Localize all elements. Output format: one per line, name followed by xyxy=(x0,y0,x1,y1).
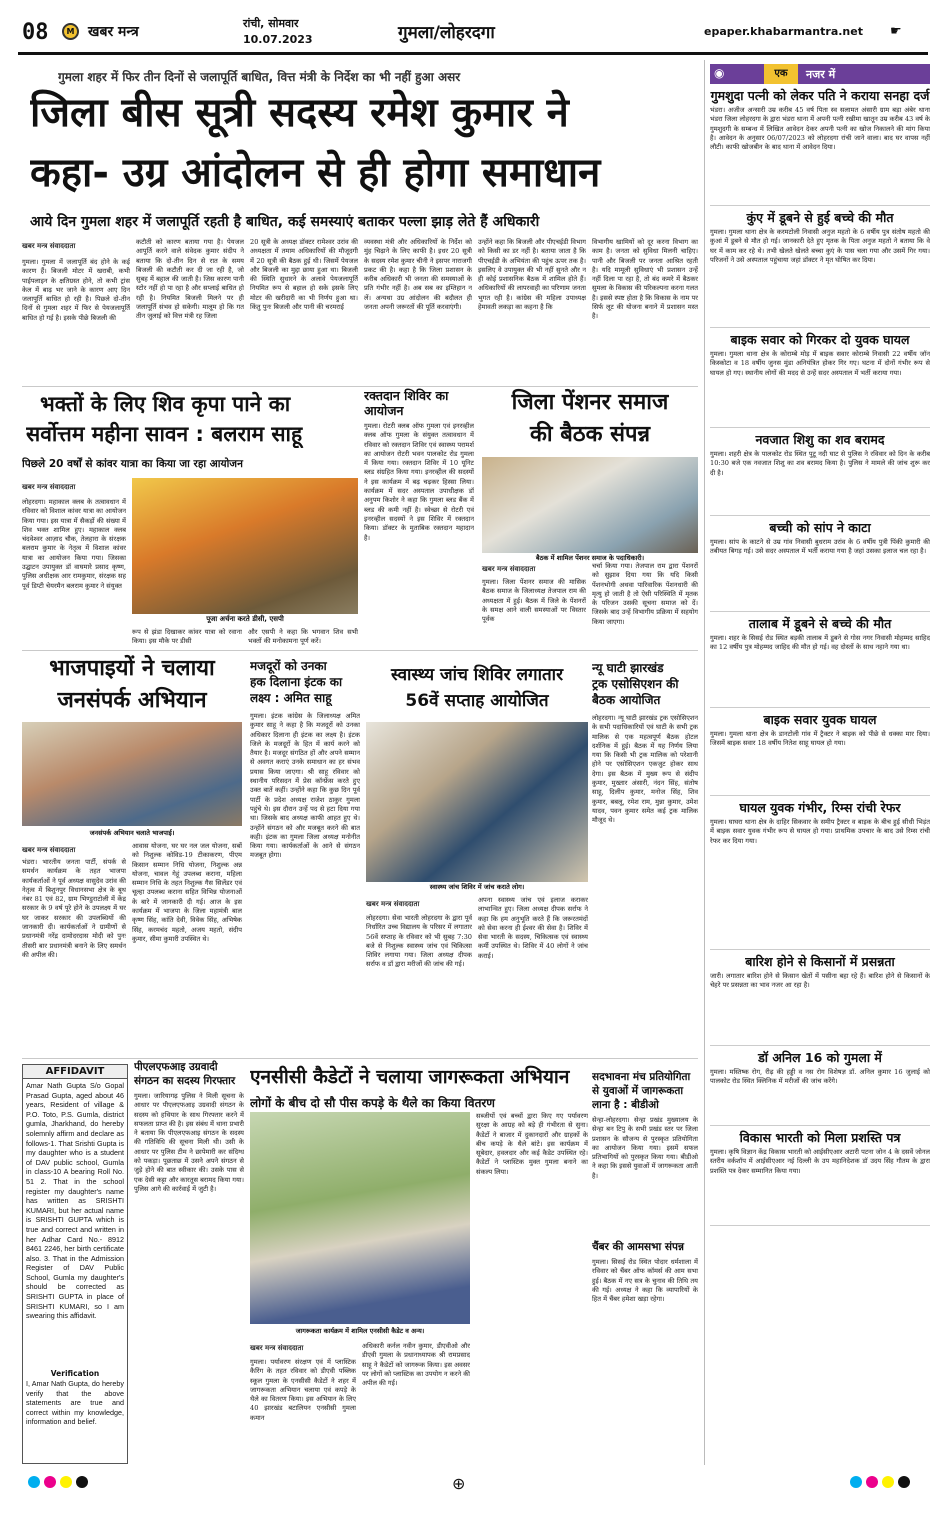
sidebar-brief-body: गुमला। गुमला थाना क्षेत्र के करमटोली निवासी अनुज महतो के 6 वर्षीय पुत्र संतोष महतो की कुआं में डूबने से मौत हो गई। जानकारी देते हुए मृतक के पिता अनुज महतो ने बताया कि वे घर में काम कर रहे थे। तभी खेलते खेलते बच्चा कुएं के पास चला गया और उसमें गिर गया। परिजनों ने उसे अस्पताल पहुंचाया जहां डॉक्टर ने मृत घोषित कर दिया। xyxy=(710,228,930,264)
ncc-col-1: गुमला। पर्यावरण संरक्षण एवं में प्लास्टिक कैरिंग के तहत रविवार को डीएवी पब्लिक स्कूल गुमला के एनसीसी कैडेटों ने शहर में जागरूकता अभियान चलाया एवं कपड़े के थैले का वितरण किया। इस अभियान के लिए 40 झारखंड बटालियन एनसीसी गुमला कमान xyxy=(250,1358,356,1422)
sidebar-brief-title: बच्ची को सांप ने काटा xyxy=(769,520,871,535)
ncc-title: एनसीसी कैडेटों ने चलाया जागरूकता अभियान xyxy=(250,1066,570,1088)
page-number: 08 xyxy=(22,20,49,45)
sidebar-brief-body: जारी। लगातार बारिश होने से किसान खेतों में पसीना बहा रहे हैं। बारिश होने से किसानों के चेहरे पर प्रसन्नता का भाव नजर आ रहा है। xyxy=(710,972,930,990)
sidebar-brief xyxy=(710,1050,930,1126)
reg-dot xyxy=(850,1476,862,1488)
workers-body: गुमला। इंटक कांग्रेस के जिलाध्यक्ष अमित कुमार साहू ने कहा है कि मजदूरों को उनका अधिकार दिलाना ही इंटक का लक्ष्य है। इंटक जिले के मजदूरों के हित में कार्य करने को तैयार है। मजदूर संगठित हों और अपने सम्मान से अवगत कराएं उनके समाधान का हर संभव प्रयास किया जाएगा। श्री साहू रविवार को स्थानीय परिसदन में प्रेस कॉन्फ्रेंस करते हुए उक्त बातें कहीं। उन्होंने कहा कि कुछ दिन पूर्व पार्टी के प्रदेश अध्यक्ष राजेश ठाकुर गुमला पहुंचे थे। इस दौरान उन्हें पद से हटा दिया गया था। जिसके बाद अध्यक्ष काफी आहत हुए थे। उन्होंने संगठन को और मजबूत करने की बात कही। इंटक का गुमला जिला अध्यक्ष मनोनीत किया गया। कार्यकर्ताओं के आने से संगठन मजबूत होगा। xyxy=(250,712,360,860)
health-title-2: 56वें सप्ताह आयोजित xyxy=(405,691,549,711)
sawan-photo-caption: पूजा अर्चना करते डीसी, एसपी xyxy=(132,615,358,624)
sawan-title-1: भक्तों के लिए शिव कृपा पाने का xyxy=(40,392,291,416)
lead-col-4: व्यवस्था मंत्री और अधिकारियों के निर्देश को मुंह चिढ़ाने के लिए काफी है। इधर 20 सूत्री के सदस्य रमेश कुमार चीनी ने इसपर नाराजगी प्रकट की है। कहा है कि जिला प्रशासन के करीब अधिकारी भी जनता की समस्याओं के प्रति गंभीर नहीं है। अब सब का इम्तिहान न लें। अन्यथा उग्र आंदोलन की बदौलत ही जनता अपनी जरूरतों की पूर्ति करवाएंगी। xyxy=(364,238,472,312)
sidebar-brief-body: गुमला। शहर के सिसई रोड स्थित बड़की तालाब में डूबने से गोस नगर निवासी मोहम्मद साहिद का 12 वर्षीय पुत्र मोहम्मद जाहिद की मौत हो गई। वह दोस्तों के साथ नहाने गया था। xyxy=(710,634,930,652)
sidebar-brief xyxy=(710,332,930,428)
lead-title-2: कहा- उग्र आंदोलन से ही होगा समाधान xyxy=(30,150,601,196)
sidebar-brief xyxy=(710,954,930,1046)
pension-byline: खबर मन्त्र संवाददाता xyxy=(482,565,536,573)
sidebar-brief-title: घायल युवक गंभीर, रिम्स रांची रेफर xyxy=(739,800,901,815)
bhajpa-title-1: भाजपाइयों ने चलाया xyxy=(49,656,215,681)
truck-title-1: न्यू घाटी झारखंड xyxy=(592,661,664,675)
sidebar-brief xyxy=(710,520,930,612)
header-city: रांची, सोमवार xyxy=(243,17,299,30)
header-date: 10.07.2023 xyxy=(243,33,313,46)
ncc-caption: जागरूकता कार्यक्रम में शामिल एनसीसी कैडेट व अन्य। xyxy=(250,1326,470,1335)
plfi-title-2: संगठन का सदस्य गिरफ्तार xyxy=(134,1075,236,1087)
pension-col-2: चर्चा किया गया। तेजपाल राम द्वारा पेंशनरों को सुझाव दिया गया कि यदि किसी पेंशनभोगी अथवा पारिवारिक पेंशनधारी की मृत्यु हो जाती है तो ऐसी परिस्थिति में मृतक के परिजन उसकी सूचना समाज को दें। जिसके बाद उन्हें विभागीय प्रक्रिया में सहयोग किया जाएगा। xyxy=(592,562,698,626)
reg-dot xyxy=(866,1476,878,1488)
bhajpa-caption: जनसंपर्क अभियान चलाते भाजपाई। xyxy=(22,828,242,837)
truck-title-3: बैठक आयोजित xyxy=(592,693,661,707)
plfi-title-1: पीएलएफआइ उग्रवादी xyxy=(134,1061,218,1073)
website-url[interactable]: epaper.khabarmantra.net xyxy=(704,25,863,38)
sidebar-brief-body: गुमला। गुमला थाना क्षेत्र के कोराम्बे मोड़ में बाइक सवार कोराम्बे निवासी 22 वर्षीय जॉन किस्कोटा व 18 वर्षीय जुनस मुंडा अनियंत्रित होकर गिर गए। घटना में दोनों गंभीर रूप से घायल हो गए। स्थानीय लोगों की मदद से उन्हें सदर अस्पताल में भर्ती कराया गया। xyxy=(710,350,930,377)
truck-title-2: ट्रक एसोसिएशन की xyxy=(592,677,679,691)
reg-dot xyxy=(76,1476,88,1488)
health-photo xyxy=(366,722,588,882)
ncc-byline: खबर मन्त्र संवाददाता xyxy=(250,1344,304,1352)
pension-caption: बैठक में शामिल पेंशनर समाज के पदाधिकारी। xyxy=(482,553,698,562)
sidebar-brief xyxy=(710,800,930,950)
health-title-1: स्वास्थ्य जांच शिविर लगातार xyxy=(390,665,564,685)
pension-photo xyxy=(482,457,698,553)
sidebar-brief-body: गुमला। गुमला थाना क्षेत्र के डानटोली गांव में ट्रैक्टर ने बाइक को पीछे से धक्का मार दिया। जिसमें बाइक सवार 18 वर्षीय नितेश साहू घायल हो गया। xyxy=(710,730,930,748)
quiz-title-2: से युवाओं में जागरूकता xyxy=(592,1085,684,1097)
sawan-deck: पिछले 20 वर्षों से कांवर यात्रा का किया जा रहा आयोजन xyxy=(22,458,243,470)
affidavit-verification: I, Amar Nath Gupta, do hereby verify that the above statements are true and correct within my knowledge, information and belief. xyxy=(26,1379,124,1427)
sidebar-brief-body: गुमला। कृषि विज्ञान केंद्र विकास भारती को आईसीएआर अटारी पटना जोन 4 के दसवें जोनल स्तरीय वर्कशॉप में आईसीएआर नई दिल्ली के उप महानिदेशक डॉ उदय सिंह गौतम के द्वारा प्रशस्ति पत्र देकर सम्मानित किया गया। xyxy=(710,1148,930,1175)
affidavit-box xyxy=(22,1064,128,1464)
sawan-col-1: लोहरदगा। महाकाल क्लब के तत्वावधान में रविवार को विशाल कांवर यात्रा का आयोजन किया गया। इस यात्रा में सैकड़ों की संख्या में शिव भक्त शामिल हुए। महाकाल क्लब चंदवेश्वर आज़ाद चौक, तेलहारा के संरक्षक बलराम कुमार के नेतृत्व में विशाल कांवर यात्रा का आयोजन किया गया। जिसका उद्घाटन उपायुक्त डॉ वाघमारे प्रसाद कृष्ण, पुलिस अधीक्षक आर रामकुमार, संरक्षक सह पूर्व डिप्टी चेयरमैन बलराम कुमार ने संयुक्त xyxy=(22,498,126,590)
sidebar-brief xyxy=(710,88,930,206)
bhajpa-col-1: भंडरा। भारतीय जनता पार्टी, संपर्क से समर्थन कार्यक्रम के तहत भाजपा कार्यकर्ताओं ने पूर्व अध्यक्ष वासुदेव उरांव की नेतृत्व में बिशुनपुर विधानसभा क्षेत्र के बूथ नंबर 81 एवं 82, ग्राम भिण्डुराटोली में केंद्र सरकार के 9 वर्ष पूरे होने के उपलक्ष्य में घर घर जाकर सरकार की उपलब्धियों की जानकारी दी। कार्यकर्ताओं ने ग्रामीणों से प्रधानमंत्री नरेंद्र दामोदरदास मोदी को पुनः तीसरी बार प्रधानमंत्री बनाने के लिए समर्थन की अपील की। xyxy=(22,858,126,959)
reg-dot xyxy=(44,1476,56,1488)
health-byline: खबर मन्त्र संवाददाता xyxy=(366,900,420,908)
ncc-photo xyxy=(250,1112,470,1324)
sidebar-brief xyxy=(710,1130,930,1226)
lead-col-2: कटौती को कारण बताया गया है। पेयजल आपूर्ति करने वाले संवेदक कुमार संदीप ने बताया कि दो-तीन दिन से रात के समय बिजली की कटौती कर दी जा रही है, जो सुबह में बहाल की जाती है। जिस कारण पानी स्टोर नहीं हो पा रहा है और सप्लाई बाधित हो रही है। नियमित बिजली मिलने पर ही जलापूर्ति संभव हो सकेगी। मालूम हो कि गत तीन जुलाई को वित्त मंत्री रह जिला xyxy=(136,238,244,321)
lead-title-1: जिला बीस सूत्री सदस्य रमेश कुमार ने xyxy=(30,90,569,136)
chamber-title: चैंबर की आमसभा संपन्न xyxy=(592,1241,684,1253)
reg-dot xyxy=(898,1476,910,1488)
section-title: गुमला/लोहरदगा xyxy=(398,23,495,43)
bhajpa-col-2: आवास योजना, घर घर नल जल योजना, सबों को निशुल्क कोविड-19 टीकाकरण, पीएम किसान सम्मान निधि योजना, निशुल्क अन्न योजना, चावल गेहूं उपलब्ध कराना, महिला सम्मान निधि के तहत निशुल्क गैस सिलेंडर एवं चूल्हा उपलब्ध कराना सहित विभिन्न योजनाओं के बारे में जानकारी दी गई। आज के इस कार्यक्रम में भाजपा के जिला महामंत्री बाल कृष्ण सिंह, कांति देवी, विवेक सिंह, अभिषेक सिंह, करमचंद महतो, अजय महतो, संदीप कुमार, सीमा कुमारी उपस्थित थे। xyxy=(132,842,242,943)
reg-dot xyxy=(28,1476,40,1488)
sawan-col-2: रूप से झंडा दिखाकर कांवर यात्रा को रवाना किया। इस मौके पर डीसी xyxy=(132,628,242,646)
mid-divider xyxy=(22,650,698,651)
reg-dot xyxy=(882,1476,894,1488)
sidebar-divider xyxy=(704,60,705,1465)
quiz-body: सेन्हा-लोहरदगा। सेन्हा प्रखंड मुख्यालय के सेन्हा बन टिपु के सभी प्रखंड स्तर पर जिला प्रशासन के सौजन्य से पुरस्कृत प्रतियोगिता का आयोजन किया गया। इसमें सफल प्रतिभागियों को पुरस्कृत किया गया। बीडीओ ने कहा कि इससे युवाओं में जागरूकता आती है। xyxy=(592,1116,698,1180)
ncc-col-3: सब्जीयों एवं बच्चों द्वारा किए गए पर्यावरण सुरक्षा के आग्रह को बड़े ही गंभीरता से सुना। कैडेटों ने बाजार में दुकानदारों और ग्राहकों के बीच कपड़े के थैले बांटे। इस कार्यक्रम में सूबेदार, हवलदार और कई कैडेट उपस्थित रहे। कैडेटों ने प्लास्टिक मुक्त गुमला बनाने का संकल्प लिया। xyxy=(476,1112,588,1176)
sidebar-brief-body: गुमला। शहरी क्षेत्र के पालकोट रोड स्थित पुटू नदी घाट से पुलिस ने रविवार को दिन के करीब 10:30 बजे एक नवजात शिशु का शव बरामद किया है। पुलिस ने मामले की जांच शुरू कर दी है। xyxy=(710,450,930,477)
bhajpa-title-2: जनसंपर्क अभियान xyxy=(57,688,207,713)
lead-divider xyxy=(22,386,698,387)
brand-logo: M xyxy=(62,23,79,40)
sidebar-brief-body: भंडरा। अजीज अन्सारी उम्र करीब 45 वर्ष पिता स्व सलामत अंसारी ग्राम बड़ा अंबेर थाना भंडरा जिला लोहरदगा के द्वारा भंडरा थाना में अपनी पत्नी रखीमा खातून उम्र करीब 43 वर्ष के गुमशुदगी के सम्बन्ध में लिखित आवेदन देकर अपनी पत्नी का खोज निकालने की मांग किया है। आवेदन के अनुसार 06/07/2023 को लोहरदगा रांची जाने वाला। बाद घर वापस नहीं लौटी। काफी खोजबीन के बाद थाना में आवेदन दिया। xyxy=(710,106,930,152)
affidavit-title: AFFIDAVIT xyxy=(23,1065,127,1079)
lower-divider xyxy=(22,1058,698,1059)
sidebar-brief-title: तालाब में डूबने से बच्चे की मौत xyxy=(748,616,892,631)
pension-title-1: जिला पेंशनर समाज xyxy=(511,390,669,415)
sidebar-brief-title: बारिश होने से किसानों में प्रसन्नता xyxy=(745,954,895,969)
sidebar-tag-2: नजर में xyxy=(806,68,836,81)
workers-title-1: मजदूरों को उनका xyxy=(250,659,327,673)
sidebar-header xyxy=(710,64,930,84)
sidebar-brief xyxy=(710,616,930,708)
quiz-title-3: लाना है : बीडीओ xyxy=(592,1099,659,1111)
sawan-col-3: और एसपी ने कहा कि भगवान शिव सभी भक्तों की मनोकामना पूर्ण करें। xyxy=(248,628,358,646)
lead-col-5: उन्होंने कहा कि बिजली और पीएचईडी विभाग को किसी का डर नहीं है। बताया जाता है कि पीएचईडी के अभियंता की पहुंच ऊपर तक है। इसलिए वे उपायुक्त की भी नहीं सुनते और न ही कोई प्रशासनिक बैठक में शामिल होते हैं। अधिकारियों की लापरवाही का परिणाम जनता भुगत रही है। कांग्रेस की महिला उपाध्यक्ष हेमावती लकड़ा का कहना है कि xyxy=(478,238,586,312)
sidebar-brief-title: बाइक सवार युवक घायल xyxy=(763,712,877,727)
ncc-deck: लोगों के बीच दो सौ पीस कपड़े के थैले का किया वितरण xyxy=(250,1096,495,1110)
affidavit-verification-title: Verification xyxy=(50,1369,100,1378)
lead-col-6: विभागीय खामियों को दूर करना विभाग का काम है। जनता को सुविधा मिलनी चाहिए। पानी और बिजली पर जनता आश्रित रहती है। यदि मामूली सुविधाएं भी प्रशासन उन्हें नहीं दिला पा रहा है, तो बंद कमरे में बैठकर सुमला के विकास की परिकल्पना करना गलत है। इससे स्पष्ट होता है कि विकास के नाम पर सिर्फ लूट की योजना बनाने में प्रशासन मस्त है। xyxy=(592,238,698,321)
lead-col-3: 20 सूत्री के अध्यक्ष डॉक्टर रामेश्वर उरांव की अध्यक्षता में तमाम अधिकारियों की मौजूदगी में 20 सूत्री की बैठक हुई थी। जिसमें पेयजल और बिजली का मुद्दा छाया हुआ था। बिजली की स्थिति सुधारने के अलावे पेयजलापूर्ति नियमित रूप से बहाल हो सके इसके लिए मोटर की खरीदारी का भी निर्णय हुआ था। किंतु पुनः बिजली और पानी की चरमराई xyxy=(250,238,358,312)
affidavit-body: Amar Nath Gupta S/o Gopal Prasad Gupta, aged about 46 years, Resident of village & P.O. Toto, P.S. Gumla, district gumla, Jharkhand, do hereby solemnly affirm and declare as follows-1. That Srishti Gupta is my daughter who is a student of DAV public school, Gumla in class-10 A bearing Roll No. 51 2. That in the school register my daughter's name has written as SRISHTI KUMARI, but her actual name is SRISHTI GUPTA which is true and correct and written in her Adhar Card No.- 8912 8461 2246, her birth certificate also. 3. That in the Admission Register of DAV Public School, Gumla my daughter's should be corrected as SRISHTI GUPTA in place of SRISHTI KUMARI, so I am swearing this affidavit. xyxy=(26,1081,124,1321)
brand-name: खबर मन्त्र xyxy=(88,24,139,40)
sidebar-brief xyxy=(710,210,930,328)
reg-dot xyxy=(60,1476,72,1488)
lead-deck: आये दिन गुमला शहर में जलापूर्ति रहती है बाधित, कई समस्याएं बताकर पल्ला झाड़ लेते हैं अधिकारी xyxy=(30,214,540,230)
sidebar-brief-title: बाइक सवार को गिरकर दो युवक घायल xyxy=(730,332,910,347)
sidebar-brief xyxy=(710,432,930,516)
sidebar-brief-title: विकास भारती को मिला प्रशस्ति पत्र xyxy=(739,1130,901,1145)
health-col-1: लोहरदगा। सेवा भारती लोहरदगा के द्वारा पूर्व निर्धारित उच्च विद्यालय के परिसर में लगातार 56वें सप्ताह के रविवार को भी सुबह 7:30 बजे से निशुल्क स्वास्थ्य जांच एवं चिकित्सा शिविर लगाया गया। जिला अध्यक्ष दीपक सर्राफ व डॉ द्वारा मरीजों की जांच की गई। xyxy=(366,914,472,969)
sidebar-brief-title: गुमशुदा पत्नी को लेकर पति ने कराया सनहा दर्ज xyxy=(710,88,930,103)
lead-byline: खबर मन्त्र संवाददाता xyxy=(22,242,76,250)
crosshair-icon: ⊕ xyxy=(452,1474,466,1493)
sidebar-brief-title: कुंए में डूबने से हुई बच्चे की मौत xyxy=(746,210,894,225)
blood-body: गुमला। रोटरी क्लब ऑफ गुमला एवं इनरव्हील क्लब ऑफ गुमला के संयुक्त तत्वावधान में रविवार को रक्तदान शिविर एवं स्वास्थ्य परामर्श का आयोजन रोटरी भवन पालकोट रोड गुमला में किया गया। रक्तदान शिविर में 10 यूनिट ब्लड संग्रहित किया गया। इनरव्हील की सदस्यों ने इस कार्यक्रम में बढ़ चढ़कर हिस्सा लिया। कार्यक्रम में सदर अस्पताल उपाधीक्षक डॉ अनुपम किशोर ने कहा कि गुमला ब्लड बैंक में ब्लड की कमी नहीं है। स्वेच्छा से रोटरी एवं इनरव्हील सदस्यों ने इस शिविर में रक्तदान किया। डॉक्टर के मुताबिक रक्तदान महादान है। xyxy=(364,422,474,542)
sawan-title-2: सर्वोत्तम महीना सावन : बलराम साहू xyxy=(26,422,303,446)
sidebar-brief-title: नवजात शिशु का शव बरामद xyxy=(755,432,885,447)
sidebar-tag: एक xyxy=(764,64,798,84)
sawan-byline: खबर मन्त्र संवाददाता xyxy=(22,483,76,491)
quiz-title-1: सदभावना मंच प्रतियोगिता xyxy=(592,1071,691,1083)
lead-col-1: गुमला। गुमला में जलापूर्ति बंद होने के कई कारण हैं। बिजली मोटर में खराबी, कभी पाईपलाइन के क्षतिग्रस्त होने, तो कभी ट्रांस केल में बाढ़ भर जाने के कारण आए दिन जलापूर्ति बाधित हो रही है। पिछले दो-तीन दिनों से गुमला शहर में फिर से पेयजलापूर्ति बाधित हो गई है। इसके पीछे बिजली की xyxy=(22,258,130,322)
pointer-icon: ☛ xyxy=(890,24,902,39)
chamber-body: गुमला। सिसई रोड स्थित पोदार धर्मशाला में रविवार को चैंबर ऑफ कॉमर्स की आम सभा हुई। बैठक में नए सत्र के चुनाव की तिथि तय की गई। अध्यक्ष ने कहा कि व्यापारियों के हित में चैंबर हमेशा खड़ा रहेगा। xyxy=(592,1258,698,1304)
eye-icon: ◉ xyxy=(714,66,725,80)
sidebar-brief-body: गुमला। घाघरा थाना क्षेत्र के दाहिर सिकवार के समीप ट्रैक्टर व बाइक के बीच हुई सीधी भिड़ंत में बाइक सवार युवक गंभीर रूप से घायल हो गया। प्राथमिक उपचार के बाद उसे रिम्स रांची रेफर कर दिया गया। xyxy=(710,818,930,845)
workers-title-3: लक्ष्य : अमित साहू xyxy=(250,691,332,705)
sidebar-brief-title: डॉ अनिल 16 को गुमला में xyxy=(758,1050,882,1065)
bhajpa-byline: खबर मन्त्र संवाददाता xyxy=(22,846,76,854)
pension-title-2: की बैठक संपन्न xyxy=(529,422,651,447)
truck-body: लोहरदगा। न्यू घाटी झारखंड ट्रक एसोसिएशन के सभी पदाधिकारियों एवं घाटी के सभी ट्रक मालिक से एक महत्वपूर्ण बैठक होटल दर्शनिक में हुई। बैठक में यह निर्णय लिया गया कि किसी भी ट्रक मालिक को परेशानी होने पर एसोसिएशन एकजुट होकर साथ देगा। इस बैठक में मुख्य रूप से संदीप कुमार, मुख्तार अंसारी, नंदन सिंह, संतोष साहू, दिलीप कुमार, मनोज सिंह, शिव कुमार, बबलू, रमेश राम, मुन्ना कुमार, उमेश यादव, पवन कुमार समेत कई ट्रक मालिक मौजूद थे। xyxy=(592,714,698,825)
sawan-photo xyxy=(132,478,358,614)
footer-marks xyxy=(0,1474,945,1496)
lead-kicker: गुमला शहर में फिर तीन दिनों से जलापूर्ति बाधित, वित्त मंत्री के निर्देश का भी नहीं हुआ असर xyxy=(58,70,461,84)
bhajpa-photo xyxy=(22,722,242,826)
sidebar-brief-body: गुमला। सांप के काटने से उम्र गांव निवासी बुधराम उरांव के 6 वर्षीय पुत्री पिंकी कुमारी की तबीयत बिगड़ गई। उसे सदर अस्पताल में भर्ती कराया गया है जहां उसका इलाज चल रहा है। xyxy=(710,538,930,556)
plfi-body: गुमला। जारियागढ़ पुलिस ने मिली सूचना के आधार पर पीएलएफआइ उग्रवादी संगठन के सदस्य को हथियार के साथ गिरफ्तार करने में सफलता प्राप्त की है। इस संबंध में थाना प्रभारी ने बताया कि पीएलएफआइ संगठन के सदस्य की गतिविधि की सूचना मिली थी। उसी के आधार पर पुलिस टीम ने छापेमारी कर संदिग्ध को पकड़ा। पूछताछ में उसने अपने संगठन से जुड़े होने की बात स्वीकार की। उसके पास से एक देसी कट्टा और कारतूस बरामद किया गया। पुलिस आगे की कार्रवाई में जुटी है। xyxy=(134,1092,244,1193)
sidebar-brief-body: गुमला। मस्तिष्क रोग, रीढ़ की हड्डी व नस रोग विशेषज्ञ डॉ. अनिल कुमार 16 जुलाई को पालकोट रोड स्थित क्लिनिक में मरीजों की जांच करेंगे। xyxy=(710,1068,930,1086)
ncc-col-2: अधिकारी कर्नल नवीन कुमार, डीएवीओ और डीएवी गुमला के प्रधानाध्यापक श्री रामप्रसाद साहू ने कैडेटों को जागरूक किया। इस अवसर पर लोगों को प्लास्टिक का उपयोग न करने की अपील की गई। xyxy=(362,1342,470,1388)
pension-col-1: गुमला। जिला पेंशनर समाज की मासिक बैठक समाज के जिलाध्यक्ष तेजपाल राम की अध्यक्षता में हुई। बैठक में जिले के पेंशनरों के समक्ष आने वाली समस्याओं पर विस्तार पूर्वक xyxy=(482,578,586,624)
health-col-2: अपना स्वास्थ्य जांच एवं इलाज कराकर लाभान्वित हुए। जिला अध्यक्ष दीपक सर्राफ ने कहा कि हम अनुभूति करते हैं कि जरूरतमंदों को सेवा करना ही ईश्वर की सेवा है। शिविर में सेवा भारती के सदस्य, चिकित्सक एवं स्वास्थ्य कर्मी उपस्थित थे। शिविर में 40 लोगों ने जांच कराई। xyxy=(478,896,588,960)
sidebar-column xyxy=(710,88,930,1466)
health-caption: स्वास्थ्य जांच शिविर में जांच कराते लोग। xyxy=(366,882,588,891)
sidebar-brief xyxy=(710,712,930,796)
workers-title-2: हक दिलाना इंटक का xyxy=(250,675,343,689)
blood-title: रक्तदान शिविर का आयोजन xyxy=(364,388,449,418)
header-rule xyxy=(18,52,928,55)
